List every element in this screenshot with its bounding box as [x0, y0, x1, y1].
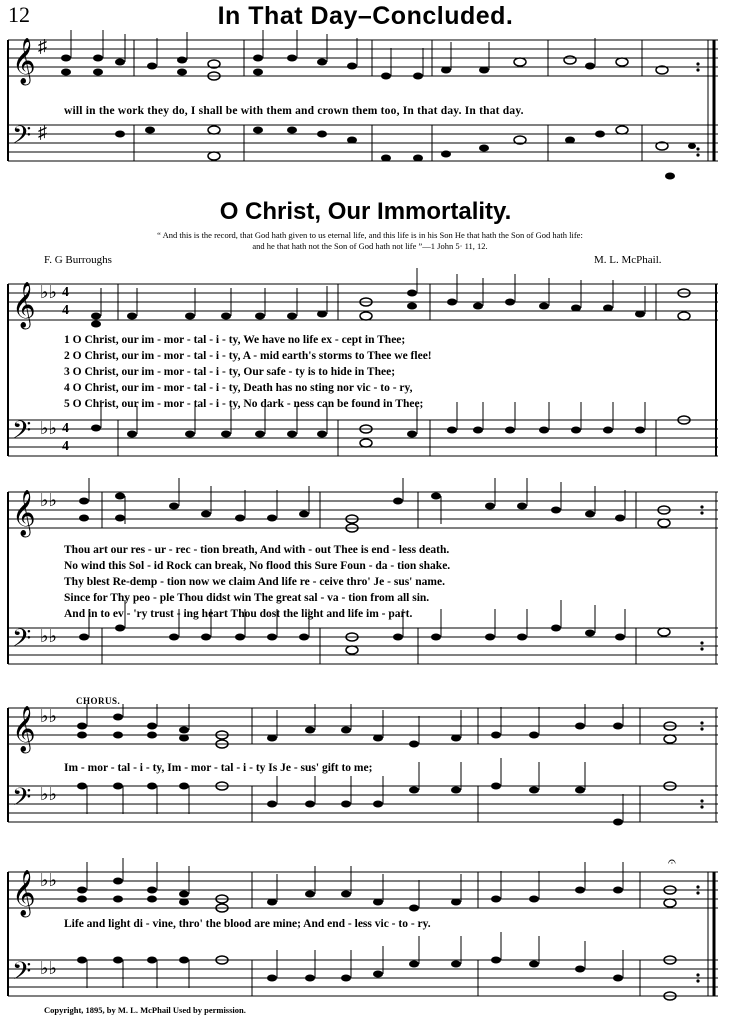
page-number: 12: [8, 2, 30, 27]
first-hymn-lyrics: will in the work they do, I shall be with them and crown them too, In that day. In that day.: [64, 105, 524, 117]
svg-text:𝄞: 𝄞: [12, 706, 36, 752]
verse-4-line-1: 4 O Christ, our im - mor - tal - i - ty, Death has no sting nor vic - to - ry,: [64, 382, 413, 394]
svg-text:♭♭: ♭♭: [40, 706, 57, 726]
svg-text:𝄢: 𝄢: [12, 957, 32, 992]
verse-5-line-1: 5 O Christ, our im - mor - tal - i - ty, No dark - ness can be found in Thee;: [64, 398, 424, 410]
svg-text:♭♭: ♭♭: [40, 282, 57, 302]
verse-4-line-2: Since for Thy peo - ple Thou didst win The great sal - va - tion from all sin.: [64, 592, 430, 604]
verse-3-line-2: Thy blest Re-demp - tion now we claim And life re - ceive thro' Je - sus' name.: [64, 576, 445, 588]
svg-text:𝄞: 𝄞: [12, 870, 36, 916]
svg-text:♭♭: ♭♭: [40, 784, 57, 804]
score-system-5: [0, 858, 731, 1008]
svg-text:♭♭: ♭♭: [40, 958, 57, 978]
copyright-notice: Copyright, 1895, by M. L. McPhail Used by permission.: [44, 1005, 246, 1015]
svg-text:𝄢: 𝄢: [12, 624, 32, 659]
chorus-line-2: Life and light di - vine, thro' the blood are mine; And end - less vic - to - ry.: [64, 918, 431, 930]
verse-2-line-2: No wind this Sol - id Rock can break, No flood this Sure Foun - da - tion shake.: [64, 560, 451, 572]
svg-text:4: 4: [62, 421, 69, 436]
svg-text:♯: ♯: [38, 122, 47, 142]
lyricist-credit: F. G Burroughs: [44, 254, 112, 266]
verse-1-line-2: Thou art our res - ur - rec - tion breath, And with - out Thee is end - less death.: [64, 544, 450, 556]
svg-text:♭♭: ♭♭: [40, 626, 57, 646]
chorus-line-1: Im - mor - tal - i - ty, Im - mor - tal - i - ty Is Je - sus' gift to me;: [64, 762, 373, 774]
scripture-epigraph: [40, 230, 700, 252]
svg-text:♭♭: ♭♭: [40, 490, 57, 510]
svg-text:𝄞: 𝄞: [12, 38, 36, 84]
hymn-title: O Christ, Our Immortality.: [219, 198, 512, 225]
verse-1-line-1: 1 O Christ, our im - mor - tal - i - ty, We have no life ex - cept in Thee;: [64, 334, 406, 346]
composer-credit: M. L. McPhail.: [594, 254, 662, 266]
verse-3-line-1: 3 O Christ, our im - mor - tal - i - ty, Our safe - ty is to hide in Thee;: [64, 366, 396, 378]
svg-text:4: 4: [62, 303, 69, 318]
score-system-4: [0, 704, 731, 864]
score-system-1: [0, 0, 731, 200]
svg-text:4: 4: [62, 285, 69, 300]
svg-text:𝄐: 𝄐: [668, 858, 676, 870]
chorus-label: CHORUS.: [76, 696, 121, 706]
svg-text:𝄞: 𝄞: [12, 282, 36, 328]
verse-2-line-1: 2 O Christ, our im - mor - tal - i - ty, A - mid earth's storms to Thee we flee!: [64, 350, 432, 362]
svg-text:𝄢: 𝄢: [12, 783, 32, 818]
svg-text:𝄞: 𝄞: [12, 490, 36, 536]
epigraph-line-1: “ And this is the record, that God hath given to us eternal life, and this life is in his Son He that hath the Son of God hath life:: [157, 230, 583, 240]
svg-text:𝄢: 𝄢: [12, 121, 32, 156]
svg-text:♭♭: ♭♭: [40, 418, 57, 438]
svg-text:𝄢: 𝄢: [12, 416, 32, 451]
verse-5-line-2: And in to ev - 'ry trust - ing heart Thou dost the light and life im - part.: [64, 608, 413, 620]
continued-hymn-title: In That Day–Concluded.: [217, 2, 514, 30]
svg-text:♯: ♯: [38, 36, 47, 56]
epigraph-line-2: and he that hath not the Son of God hath not life ”—1 John 5· 11, 12.: [252, 241, 488, 251]
svg-text:♭♭: ♭♭: [40, 870, 57, 890]
svg-text:4: 4: [62, 439, 69, 454]
